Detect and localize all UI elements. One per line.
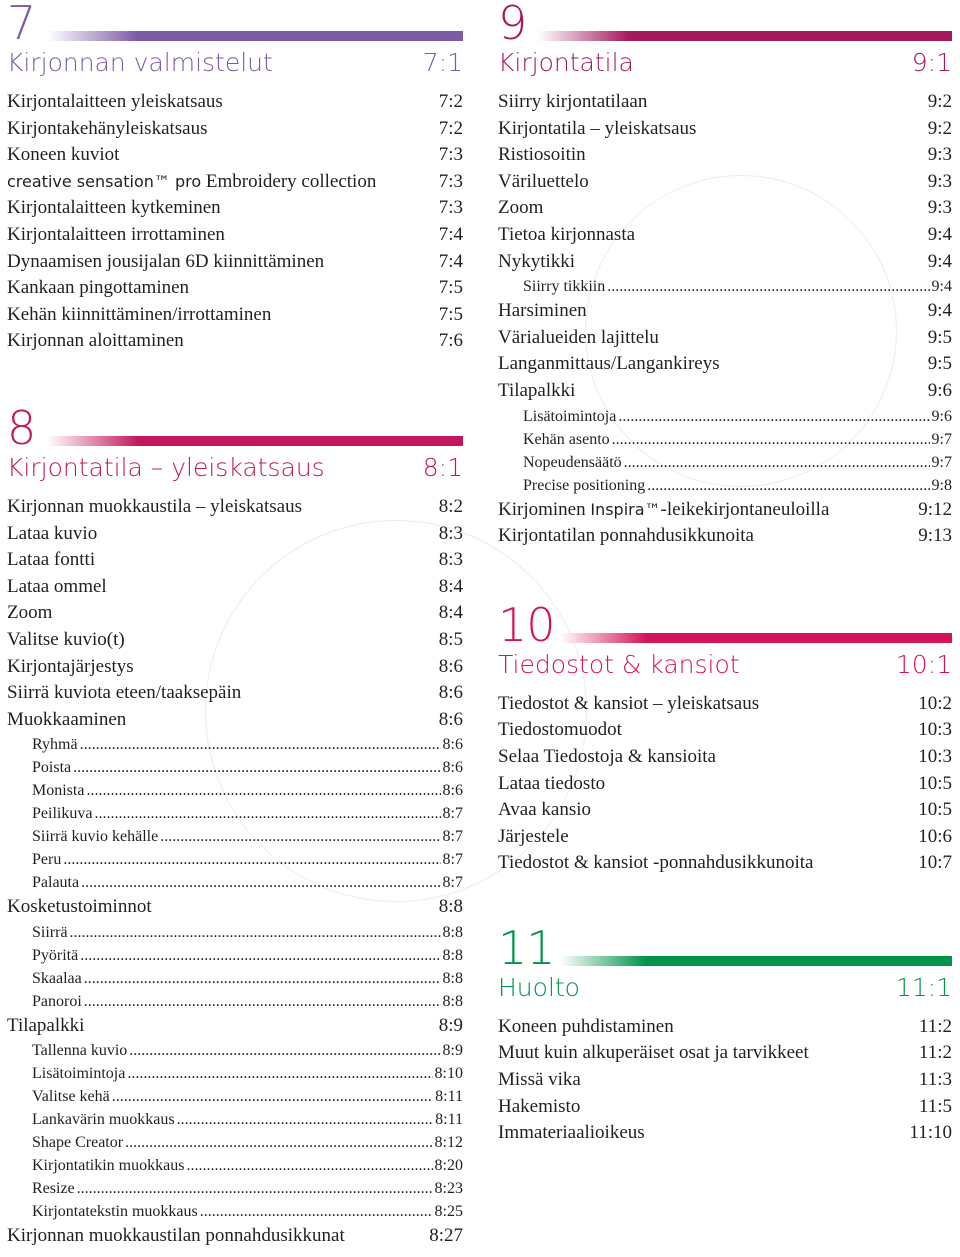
entry-label: Lisätoimintoja bbox=[523, 407, 617, 425]
entry-page: 11:2 bbox=[918, 1015, 952, 1037]
entry-label: Tiedostot & kansiot – yleiskatsaus bbox=[498, 692, 760, 714]
toc-entry[interactable] bbox=[7, 600, 463, 627]
toc-entry[interactable] bbox=[7, 680, 463, 707]
entry-page: 8:8 bbox=[442, 923, 463, 941]
toc-entry[interactable] bbox=[498, 797, 952, 824]
dot-leader bbox=[86, 779, 440, 802]
entry-page: 11:3 bbox=[918, 1069, 952, 1091]
entry-page: 10:7 bbox=[918, 852, 952, 874]
toc-entry[interactable] bbox=[498, 142, 952, 169]
entry-page: 9:4 bbox=[927, 300, 952, 322]
toc-entry[interactable] bbox=[7, 574, 463, 601]
toc-entry[interactable] bbox=[498, 169, 952, 196]
toc-entry[interactable] bbox=[7, 89, 463, 116]
entry-page: 8:9 bbox=[442, 1042, 463, 1060]
entry-page: 8:25 bbox=[434, 1203, 463, 1221]
toc-subentry[interactable] bbox=[7, 848, 463, 871]
entry-page: 11:2 bbox=[918, 1042, 952, 1064]
entry-label: Valitse kuvio(t) bbox=[7, 628, 125, 650]
toc-subentry[interactable] bbox=[498, 428, 952, 451]
toc-entry[interactable] bbox=[498, 771, 952, 798]
toc-subentry[interactable] bbox=[7, 1085, 463, 1108]
entry-page: 8:8 bbox=[442, 992, 463, 1010]
entry-label: Lataa tiedosto bbox=[498, 772, 606, 794]
entry-page: 8:6 bbox=[438, 655, 463, 677]
entry-page: 9:2 bbox=[927, 91, 952, 112]
entry-page: 9:3 bbox=[927, 144, 952, 166]
entry-page: 8:3 bbox=[438, 522, 463, 544]
entry-page: 8:4 bbox=[438, 602, 463, 624]
entry-label: Tiedostot & kansiot -ponnahdusikkunoita bbox=[498, 852, 814, 874]
entry-label: Kirjontalaitteen irrottaminen bbox=[7, 223, 225, 245]
entry-page: 8:2 bbox=[438, 495, 463, 517]
entry-label: Panoroi bbox=[32, 992, 82, 1010]
entry-label: Tiedostomuodot bbox=[498, 719, 622, 741]
toc-entry[interactable] bbox=[498, 1094, 952, 1121]
toc-subentry[interactable] bbox=[7, 944, 463, 967]
entry-label bbox=[7, 169, 376, 196]
entry-label: Shape Creator bbox=[32, 1134, 124, 1152]
toc-entry[interactable] bbox=[498, 249, 952, 276]
toc-subentry[interactable] bbox=[7, 1062, 463, 1085]
entry-page: 7:6 bbox=[438, 330, 463, 352]
toc-left-column bbox=[7, 0, 463, 1250]
entry-label: Pyöritä bbox=[32, 946, 79, 964]
toc-subentry[interactable] bbox=[7, 967, 463, 990]
toc-entry[interactable] bbox=[498, 1120, 952, 1147]
toc-subentry[interactable] bbox=[7, 921, 463, 944]
chapter-number: 8 bbox=[7, 400, 36, 455]
chapter-page: 10:1 bbox=[895, 649, 952, 679]
toc-subentry[interactable] bbox=[7, 1108, 463, 1131]
entry-page: 9:4 bbox=[927, 223, 952, 245]
entry-label: Kirjonnan muokkaustila – yleiskatsaus bbox=[7, 495, 302, 517]
chapter-title-row[interactable] bbox=[7, 48, 463, 78]
toc-entry[interactable] bbox=[7, 654, 463, 681]
dot-leader bbox=[73, 756, 440, 779]
toc-subentry[interactable] bbox=[498, 275, 952, 298]
entry-list bbox=[498, 1014, 952, 1147]
entry-label-part: Embroidery collection bbox=[201, 170, 377, 192]
dot-leader bbox=[77, 1177, 433, 1200]
dot-leader bbox=[84, 967, 441, 990]
entry-label: Koneen puhdistaminen bbox=[498, 1015, 674, 1037]
toc-entry[interactable] bbox=[498, 378, 952, 405]
toc-subentry[interactable] bbox=[7, 825, 463, 848]
chapter-page: 9:1 bbox=[911, 48, 952, 77]
entry-page: 11:10 bbox=[909, 1122, 952, 1144]
entry-label: Siirry kirjontatilaan bbox=[498, 91, 648, 112]
entry-label: Kirjontatekstin muokkaus bbox=[32, 1203, 198, 1221]
entry-label: Nykytikki bbox=[498, 250, 576, 272]
entry-page: 8:6 bbox=[438, 708, 463, 730]
toc-entry[interactable] bbox=[7, 494, 463, 521]
entry-page: 8:10 bbox=[434, 1065, 463, 1083]
entry-label: Lankavärin muokkaus bbox=[32, 1111, 175, 1129]
chapter-page: 8:1 bbox=[422, 452, 463, 482]
toc-entry[interactable] bbox=[498, 298, 952, 325]
toc-entry[interactable] bbox=[7, 169, 463, 196]
entry-label: Tallenna kuvio bbox=[32, 1042, 128, 1060]
entry-page: 7:3 bbox=[438, 144, 463, 166]
entry-page: 9:12 bbox=[918, 498, 952, 520]
entry-label: Nopeudensäätö bbox=[523, 453, 622, 471]
chapter-10 bbox=[498, 597, 952, 877]
toc-subentry[interactable] bbox=[7, 1177, 463, 1200]
chapter-title: Kirjontatila – yleiskatsaus bbox=[7, 452, 325, 482]
entry-page: 9:2 bbox=[927, 117, 952, 139]
dot-leader bbox=[81, 871, 440, 894]
toc-entry[interactable] bbox=[7, 195, 463, 222]
entry-page: 8:6 bbox=[442, 782, 463, 800]
toc-entry[interactable] bbox=[7, 1223, 463, 1250]
entry-page: 7:4 bbox=[438, 250, 463, 272]
entry-label: Kirjontatikin muokkaus bbox=[32, 1157, 185, 1175]
entry-page: 8:7 bbox=[442, 805, 463, 823]
entry-page: 10:2 bbox=[918, 692, 952, 714]
toc-entry[interactable] bbox=[7, 302, 463, 329]
entry-label: Missä vika bbox=[498, 1069, 581, 1091]
entry-label: Siirrä bbox=[32, 923, 68, 941]
chapter-7 bbox=[7, 0, 463, 355]
entry-page: 8:6 bbox=[442, 759, 463, 777]
entry-list bbox=[7, 89, 463, 355]
entry-label-part: Kirjominen bbox=[498, 498, 591, 520]
dot-leader bbox=[200, 1200, 433, 1223]
entry-page: 8:7 bbox=[442, 851, 463, 869]
entry-page: 7:3 bbox=[438, 197, 463, 219]
entry-page: 10:5 bbox=[918, 772, 952, 794]
chapter-page: 11:1 bbox=[895, 972, 952, 1002]
toc-entry[interactable] bbox=[7, 521, 463, 548]
entry-page: 9:6 bbox=[931, 407, 952, 425]
toc-subentry[interactable] bbox=[7, 756, 463, 779]
toc-subentry[interactable] bbox=[498, 474, 952, 497]
entry-label: Kehän kiinnittäminen/irrottaminen bbox=[7, 303, 272, 325]
entry-list bbox=[498, 89, 952, 550]
toc-entry[interactable] bbox=[7, 328, 463, 355]
entry-page: 8:27 bbox=[429, 1225, 463, 1247]
entry-label: Kehän asento bbox=[523, 430, 610, 448]
toc-entry[interactable] bbox=[7, 894, 463, 921]
entry-label: Monista bbox=[32, 782, 85, 800]
entry-page: 7:5 bbox=[438, 277, 463, 299]
entry-label: Järjestele bbox=[498, 825, 569, 847]
entry-page: 8:7 bbox=[442, 874, 463, 892]
toc-entry[interactable] bbox=[498, 195, 952, 222]
toc-subentry[interactable] bbox=[7, 871, 463, 894]
entry-page: 8:23 bbox=[434, 1180, 463, 1198]
toc-entry[interactable] bbox=[498, 523, 952, 550]
dot-leader bbox=[129, 1039, 440, 1062]
entry-label: Avaa kansio bbox=[498, 799, 592, 821]
entry-label: Siirry tikkiin bbox=[523, 278, 606, 296]
entry-page: 8:6 bbox=[438, 682, 463, 704]
entry-page: 9:13 bbox=[918, 525, 952, 547]
entry-page: 8:6 bbox=[442, 736, 463, 754]
chapter-title-row[interactable] bbox=[7, 453, 463, 483]
entry-page: 9:3 bbox=[927, 170, 952, 192]
entry-label: Tietoa kirjonnasta bbox=[498, 223, 636, 245]
entry-page: 8:8 bbox=[438, 896, 463, 918]
entry-label: Valitse kehä bbox=[32, 1088, 110, 1106]
toc-subentry[interactable] bbox=[7, 1200, 463, 1223]
toc-subentry[interactable] bbox=[7, 733, 463, 756]
toc-subentry[interactable] bbox=[498, 405, 952, 428]
toc-subentry[interactable] bbox=[498, 451, 952, 474]
toc-subentry[interactable] bbox=[7, 802, 463, 825]
dot-leader bbox=[647, 474, 929, 497]
toc-subentry[interactable] bbox=[7, 1131, 463, 1154]
chapter-number: 10 bbox=[498, 597, 555, 652]
toc-entry[interactable] bbox=[498, 351, 952, 378]
toc-entry[interactable] bbox=[498, 325, 952, 352]
entry-page: 8:8 bbox=[442, 969, 463, 987]
entry-page: 8:3 bbox=[438, 549, 463, 571]
entry-label: Langanmittaus/Langankireys bbox=[498, 353, 720, 375]
entry-label: Kirjontalaitteen yleiskatsaus bbox=[7, 91, 223, 112]
chapter-title: Kirjonnan valmistelut bbox=[7, 48, 273, 77]
entry-label: Ryhmä bbox=[32, 736, 78, 754]
toc-entry[interactable] bbox=[7, 707, 463, 734]
dot-leader bbox=[80, 733, 441, 756]
entry-page: 8:11 bbox=[435, 1111, 463, 1129]
toc-entry[interactable] bbox=[7, 116, 463, 143]
entry-label: Tilapalkki bbox=[7, 1014, 85, 1036]
entry-list bbox=[7, 494, 463, 1250]
dot-leader bbox=[112, 1085, 433, 1108]
entry-label: Kirjontalaitteen kytkeminen bbox=[7, 197, 221, 219]
chapter-number: 11 bbox=[498, 920, 555, 975]
toc-subentry[interactable] bbox=[7, 1039, 463, 1062]
entry-label: Hakemisto bbox=[498, 1095, 581, 1117]
dot-leader bbox=[618, 405, 929, 428]
dot-leader bbox=[624, 451, 930, 474]
entry-label: Siirrä kuviota eteen/taaksepäin bbox=[7, 682, 242, 704]
entry-label: Siirrä kuvio kehälle bbox=[32, 828, 159, 846]
entry-label-part: creative sensation™ pro bbox=[7, 171, 202, 191]
entry-label: Selaa Tiedostoja & kansioita bbox=[498, 745, 716, 767]
entry-page: 8:9 bbox=[438, 1014, 463, 1036]
entry-page: 9:5 bbox=[927, 326, 952, 348]
entry-page: 9:6 bbox=[927, 379, 952, 401]
entry-label: Väriluettelo bbox=[498, 170, 589, 192]
entry-label: Lataa kuvio bbox=[7, 522, 98, 544]
dot-leader bbox=[127, 1062, 432, 1085]
entry-page: 7:3 bbox=[438, 170, 463, 192]
toc-entry[interactable] bbox=[7, 275, 463, 302]
toc-entry[interactable] bbox=[498, 1067, 952, 1094]
entry-label: Palauta bbox=[32, 874, 80, 892]
entry-page: 8:20 bbox=[434, 1157, 463, 1175]
chapter-title-row[interactable] bbox=[498, 48, 952, 78]
dot-leader bbox=[186, 1154, 432, 1177]
dot-leader bbox=[63, 848, 440, 871]
entry-list bbox=[498, 691, 952, 877]
chapter-title: Tiedostot & kansiot bbox=[498, 649, 740, 679]
toc-right-column bbox=[498, 0, 952, 1147]
entry-page: 8:4 bbox=[438, 575, 463, 597]
entry-page: 10:5 bbox=[918, 799, 952, 821]
toc-subentry[interactable] bbox=[7, 1154, 463, 1177]
toc-entry[interactable] bbox=[498, 824, 952, 851]
entry-page: 9:5 bbox=[927, 353, 952, 375]
dot-leader bbox=[70, 921, 441, 944]
entry-label: Dynaamisen jousijalan 6D kiinnittäminen bbox=[7, 250, 325, 272]
entry-page: 8:11 bbox=[435, 1088, 463, 1106]
toc-entry[interactable] bbox=[498, 89, 952, 116]
dot-leader bbox=[607, 275, 929, 298]
toc-entry[interactable] bbox=[498, 222, 952, 249]
entry-label: Muut kuin alkuperäiset osat ja tarvikkeet bbox=[498, 1042, 809, 1064]
entry-label: Kirjonnan aloittaminen bbox=[7, 330, 184, 352]
entry-page: 9:7 bbox=[931, 430, 952, 448]
toc-entry[interactable] bbox=[498, 1014, 952, 1041]
entry-label: Muokkaaminen bbox=[7, 708, 127, 730]
dot-leader bbox=[160, 825, 440, 848]
entry-label: Peilikuva bbox=[32, 805, 93, 823]
entry-page: 7:5 bbox=[438, 303, 463, 325]
entry-label: Lataa fontti bbox=[7, 549, 96, 571]
chapter-title: Kirjontatila bbox=[498, 48, 634, 77]
chapter-11 bbox=[498, 920, 952, 1147]
entry-label: Zoom bbox=[498, 197, 544, 219]
dot-leader bbox=[125, 1131, 432, 1154]
entry-page: 10:6 bbox=[918, 825, 952, 847]
entry-label: Kirjontatilan ponnahdusikkunoita bbox=[498, 525, 754, 547]
toc-entry[interactable] bbox=[7, 1013, 463, 1040]
toc-entry[interactable] bbox=[7, 222, 463, 249]
entry-page: 7:2 bbox=[438, 117, 463, 139]
chapter-number: 7 bbox=[7, 0, 36, 50]
entry-page: 7:2 bbox=[438, 91, 463, 112]
toc-entry[interactable] bbox=[498, 717, 952, 744]
entry-label: Tilapalkki bbox=[498, 379, 576, 401]
entry-label: Kosketustoiminnot bbox=[7, 896, 152, 918]
chapter-title-row[interactable] bbox=[498, 973, 952, 1003]
dot-leader bbox=[177, 1108, 434, 1131]
entry-page: 10:3 bbox=[918, 745, 952, 767]
entry-label: Skaalaa bbox=[32, 969, 82, 987]
entry-label bbox=[498, 497, 829, 524]
entry-page: 7:4 bbox=[438, 223, 463, 245]
dot-leader bbox=[84, 990, 441, 1013]
entry-label: Lisätoimintoja bbox=[32, 1065, 126, 1083]
chapter-8 bbox=[7, 400, 463, 1250]
entry-label: Poista bbox=[32, 759, 72, 777]
entry-label: Precise positioning bbox=[523, 476, 646, 494]
toc-subentry[interactable] bbox=[7, 779, 463, 802]
entry-label: Ristiosoitin bbox=[498, 144, 586, 166]
toc-entry[interactable] bbox=[7, 547, 463, 574]
toc-entry[interactable] bbox=[498, 744, 952, 771]
entry-page: 9:8 bbox=[931, 476, 952, 494]
toc-entry[interactable] bbox=[498, 1040, 952, 1067]
entry-label: Kirjonnan muokkaustilan ponnahdusikkunat bbox=[7, 1225, 345, 1247]
entry-page: 8:8 bbox=[442, 946, 463, 964]
entry-label: Kirjontajärjestys bbox=[7, 655, 134, 677]
entry-page: 9:3 bbox=[927, 197, 952, 219]
entry-page: 10:3 bbox=[918, 719, 952, 741]
toc-entry[interactable] bbox=[7, 249, 463, 276]
entry-label: Kirjontatila – yleiskatsaus bbox=[498, 117, 697, 139]
entry-page: 9:4 bbox=[927, 250, 952, 272]
dot-leader bbox=[94, 802, 440, 825]
entry-label: Koneen kuviot bbox=[7, 144, 120, 166]
entry-label: Peru bbox=[32, 851, 62, 869]
entry-label: Harsiminen bbox=[498, 300, 587, 322]
toc-entry[interactable] bbox=[498, 691, 952, 718]
entry-page: 8:5 bbox=[438, 628, 463, 650]
entry-label-part: -leikekirjontaneuloilla bbox=[660, 498, 830, 520]
toc-entry[interactable] bbox=[7, 627, 463, 654]
toc-entry[interactable] bbox=[498, 116, 952, 143]
entry-page: 11:5 bbox=[918, 1095, 952, 1117]
toc-entry[interactable] bbox=[498, 850, 952, 877]
entry-label-part: Inspira™ bbox=[590, 499, 661, 519]
entry-page: 8:12 bbox=[434, 1134, 463, 1152]
chapter-title: Huolto bbox=[498, 972, 580, 1002]
entry-label: Lataa ommel bbox=[7, 575, 107, 597]
entry-label: Kirjontakehänyleiskatsaus bbox=[7, 117, 208, 139]
dot-leader bbox=[612, 428, 930, 451]
entry-label: Zoom bbox=[7, 602, 53, 624]
toc-entry[interactable] bbox=[7, 142, 463, 169]
chapter-title-row[interactable] bbox=[498, 650, 952, 680]
entry-label: Immateriaalioikeus bbox=[498, 1122, 645, 1144]
entry-page: 9:7 bbox=[931, 453, 952, 471]
entry-label: Resize bbox=[32, 1180, 75, 1198]
entry-page: 8:7 bbox=[442, 828, 463, 846]
chapter-number: 9 bbox=[498, 0, 527, 50]
entry-label: Kankaan pingottaminen bbox=[7, 277, 190, 299]
toc-subentry[interactable] bbox=[7, 990, 463, 1013]
dot-leader bbox=[80, 944, 440, 967]
chapter-9 bbox=[498, 0, 952, 550]
toc-entry[interactable] bbox=[498, 497, 952, 524]
chapter-page: 7:1 bbox=[422, 48, 463, 77]
entry-page: 9:4 bbox=[931, 278, 952, 296]
entry-label: Värialueiden lajittelu bbox=[498, 326, 659, 348]
